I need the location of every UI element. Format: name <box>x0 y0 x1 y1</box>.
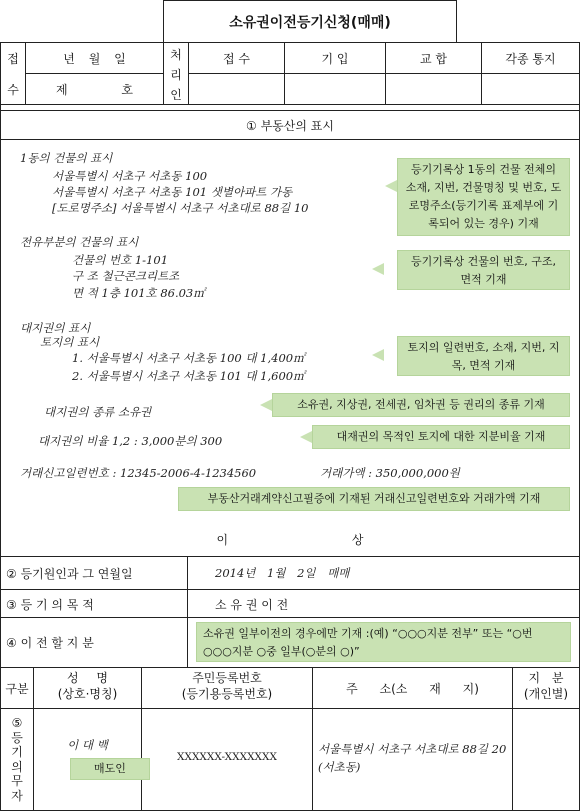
cause-label: ② 등기원인과 그 연월일 <box>6 567 133 581</box>
unit-line-2: 구 조 철근콘크리트조 <box>72 269 180 283</box>
note-arrow-5 <box>300 431 312 443</box>
col-share-sub: (개인별) <box>523 687 569 701</box>
unit-line-3: 면 적 1층 101호 86.03㎡ <box>72 286 205 300</box>
note-building: 등기기록상 1동의 건물 전체의 소재, 지번, 건물명칭 및 번호, 도로명주소(등기기록 표제부에 기록되어 있는 경우) 기재 <box>397 158 570 236</box>
land-heading: 대지권의 표시 <box>20 321 91 335</box>
land-right-ratio: 대지권의 비율 1,2 : 3,000분의 300 <box>38 434 223 448</box>
col-name-sub: (상호·명칭) <box>57 687 118 701</box>
note-land: 토지의 일련번호, 소재, 지번, 지목, 면적 기재 <box>397 336 570 376</box>
section1-title: ① 부동산의 표시 <box>246 118 334 133</box>
note-ratio: 대재권의 목적인 토지에 대한 지분비율 기재 <box>312 425 570 449</box>
col-name: 성 명 <box>67 671 108 685</box>
share-label: ④ 이 전 할 지 분 <box>6 636 94 650</box>
col-check: 교 합 <box>420 51 447 66</box>
purpose-label: ③ 등 기 의 목 적 <box>6 598 94 612</box>
receipt-number-label: 제 호 <box>56 82 133 97</box>
obligor-address: 서울특별시 서초구 서초대로 88길 20 (서초동) <box>318 742 507 774</box>
unit-heading: 전유부분의 건물의 표시 <box>20 235 139 249</box>
land-line-2: 2. 서울특별시 서초구 서초동 101 대 1,600㎡ <box>72 369 305 383</box>
cheori-2: 리 <box>170 67 182 82</box>
building-heading: 1동의 건물의 표시 <box>20 151 113 165</box>
form-title: 소유권이전등기신청(매매) <box>229 15 391 31</box>
trade-price: 거래가액 : 350,000,000원 <box>320 466 460 480</box>
land-right-kind: 대지권의 종류 소유권 <box>44 405 152 419</box>
col-share: 지 분 <box>528 671 564 685</box>
land-sub-heading: 토지의 표시 <box>40 335 100 349</box>
cause-value: 2014년 1월 2일 매매 <box>215 566 350 580</box>
purpose-value: 소 유 권 이 전 <box>215 598 289 612</box>
col-address: 주 소(소 재 지) <box>346 681 479 696</box>
col-reg-sub: (등기용등록번호) <box>181 687 273 701</box>
building-line-3: [도로명주소] 서울특별시 서초구 서초대로 88길 10 <box>52 201 309 215</box>
jeop-label: 접 <box>7 51 19 66</box>
obligor-role: 매도인 <box>70 758 150 780</box>
land-line-1: 1. 서울특별시 서초구 서초동 100 대 1,400㎡ <box>72 351 305 365</box>
note-arrow-1 <box>385 180 397 192</box>
obligor-label-6: 자 <box>11 788 23 803</box>
note-arrow-2 <box>372 263 384 275</box>
obligor-label-2: 등 <box>11 730 23 745</box>
note-trade: 부동산거래계약신고필증에 기재된 거래신고일련번호와 거래가액 기재 <box>178 487 570 511</box>
note-right-kind: 소유권, 지상권, 전세권, 임차권 등 권리의 종류 기재 <box>272 393 570 417</box>
note-arrow-3 <box>372 349 384 361</box>
obligor-label-3: 기 <box>11 745 23 759</box>
col-receipt: 접 수 <box>223 51 250 66</box>
col-notice: 각종 통지 <box>505 51 556 66</box>
cheori-1: 처 <box>170 47 182 62</box>
note-arrow-4 <box>260 399 272 411</box>
building-line-1: 서울특별시 서초구 서초동 100 <box>52 169 208 183</box>
building-line-2: 서울특별시 서초구 서초동 101 샛별아파트 가동 <box>52 185 293 199</box>
obligor-label-1: ⑤ <box>11 716 23 730</box>
cheori-3: 인 <box>170 87 182 102</box>
col-entry: 기 입 <box>321 51 349 66</box>
unit-line-1: 건물의 번호 1-101 <box>72 253 169 267</box>
obligor-name: 이 대 백 <box>67 738 108 752</box>
col-reg: 주민등록번호 <box>192 671 262 685</box>
closing-text: 이 상 <box>216 532 364 547</box>
obligor-label-4: 의 <box>11 759 23 774</box>
su-label: 수 <box>7 82 19 97</box>
obligor-reg-number: XXXXXX-XXXXXXX <box>177 751 277 763</box>
col-gubun: 구분 <box>5 681 29 696</box>
note-share: 소유권 일부이전의 경우에만 기재 :(예) “○○○지분 전부” 또는 “○번 ○○○지분 ○중 일부(○분의 ○)” <box>196 622 571 662</box>
date-label: 년 월 일 <box>63 51 126 66</box>
obligor-label-5: 무 <box>11 774 23 788</box>
trade-number: 거래신고일련번호 : 12345-2006-4-1234560 <box>20 466 257 480</box>
note-unit: 등기기록상 건물의 번호, 구조, 면적 기재 <box>397 250 570 290</box>
